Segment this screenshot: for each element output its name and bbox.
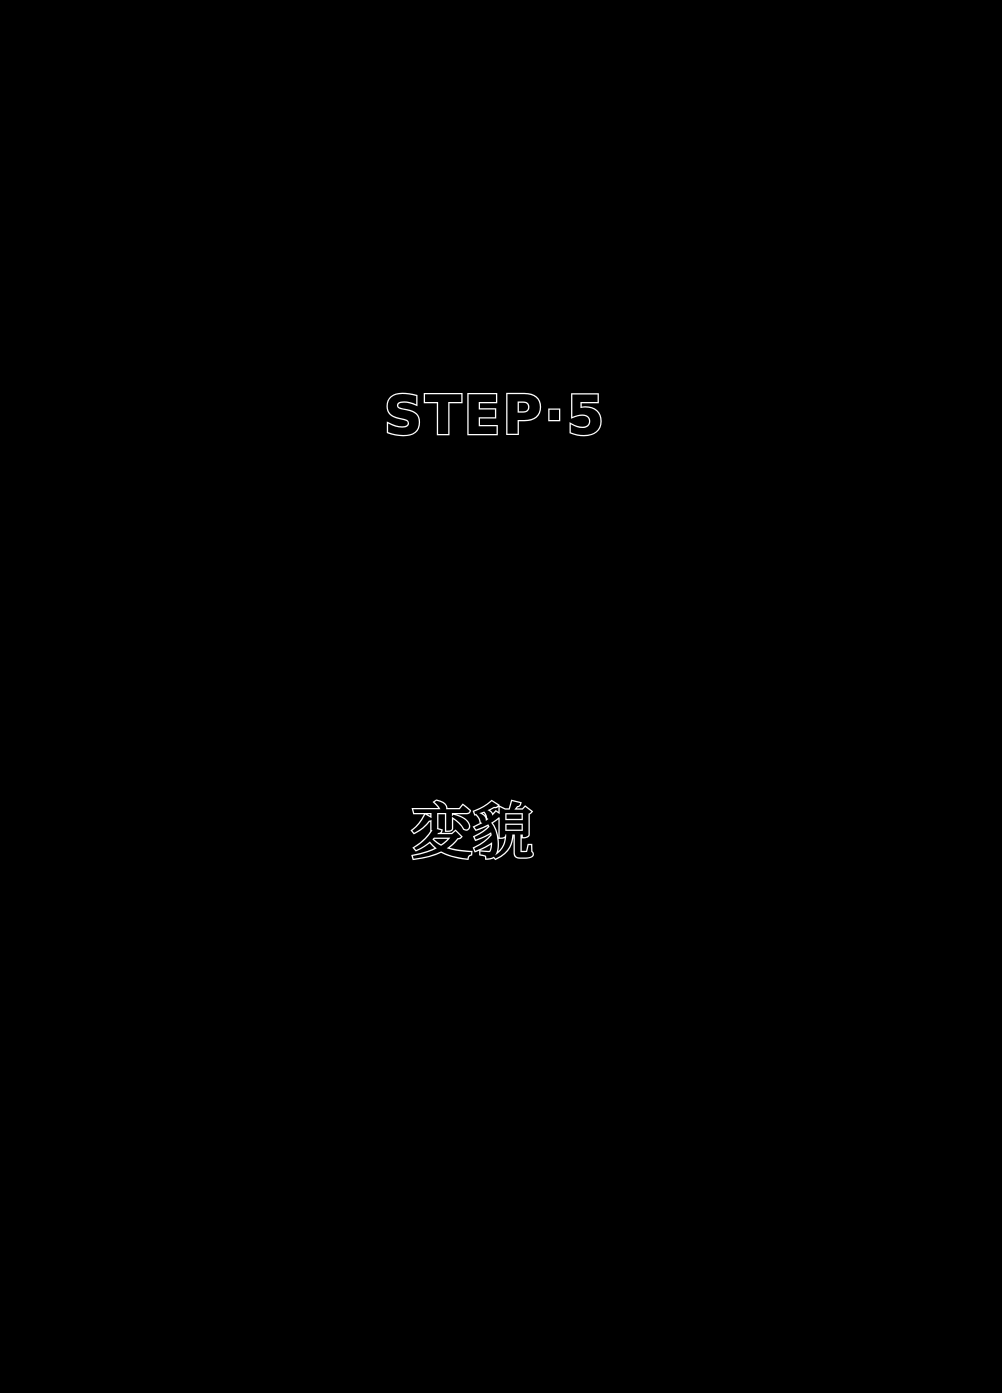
chapter-title: 変貌: [411, 798, 536, 868]
step-label: STEP·5: [383, 384, 607, 447]
